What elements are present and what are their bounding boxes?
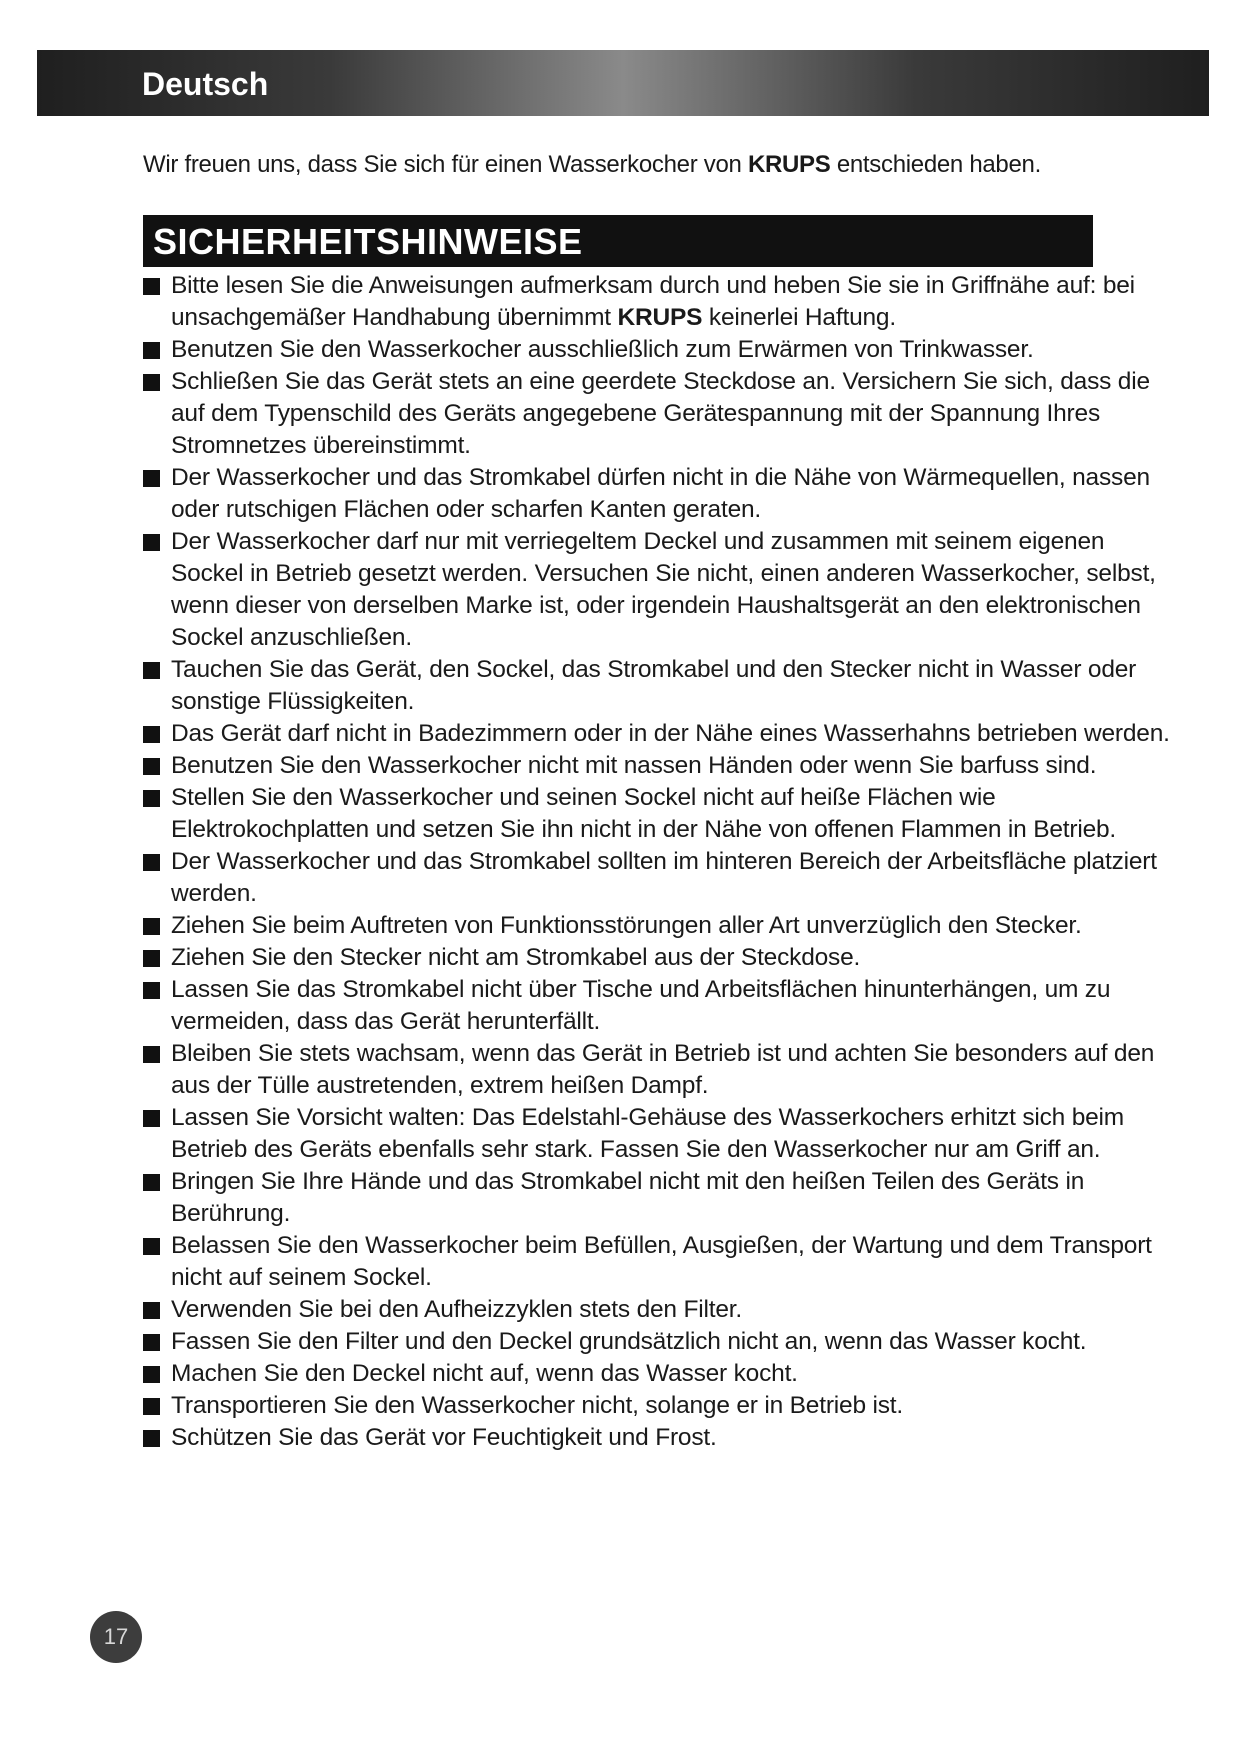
square-bullet-icon [143,1110,160,1127]
square-bullet-icon [143,1238,160,1255]
list-item [143,910,1183,942]
brand-name: KRUPS [747,151,831,178]
square-bullet-icon [143,1046,160,1063]
list-item-text: Lassen Sie Vorsicht walten: Das Edelstahl-Gehäuse des Wasserkochers erhitzt sich beim Betrieb des Geräts ebenfalls sehr stark. Fassen Sie den Wasserkocher nur am Griff an. [171,1104,1125,1163]
square-bullet-icon [143,1302,160,1319]
list-item-text: Benutzen Sie den Wasserkocher nicht mit nassen Händen oder wenn Sie barfuss sind. [171,752,1097,779]
intro-text-start: Wir freuen uns, dass Sie sich für einen Wasserkocher von [143,151,748,178]
square-bullet-icon [143,374,160,391]
section-title: SICHERHEITSHINWEISE [153,221,583,262]
safety-instructions-list [143,270,1183,1454]
list-item-text-end: keinerlei Haftung. [702,304,896,331]
square-bullet-icon [143,342,160,359]
list-item [143,366,1183,462]
list-item [143,846,1183,910]
list-item [143,1038,1183,1102]
list-item [143,718,1183,750]
list-item-text: Das Gerät darf nicht in Badezimmern oder in der Nähe eines Wasserhahns betrieben werden. [171,720,1170,747]
square-bullet-icon [143,854,160,871]
list-item-text: Belassen Sie den Wasserkocher beim Befüllen, Ausgießen, der Wartung und dem Transport nicht auf seinem Sockel. [171,1232,1152,1291]
list-item-text-start: Bitte lesen Sie die Anweisungen aufmerksam durch und heben Sie sie in Griffnähe auf: bei unsachgemäßer Handhabung übernimmt [171,272,1135,331]
list-item [143,1422,1183,1454]
square-bullet-icon [143,950,160,967]
list-item-text: Ziehen Sie beim Auftreten von Funktionsstörungen aller Art unverzüglich den Stecker. [171,912,1082,939]
square-bullet-icon [143,278,160,295]
square-bullet-icon [143,726,160,743]
list-item-text: Fassen Sie den Filter und den Deckel grundsätzlich nicht an, wenn das Wasser kocht. [171,1328,1087,1355]
list-item-text: Lassen Sie das Stromkabel nicht über Tische und Arbeitsflächen hinunterhängen, um zu vermeiden, dass das Gerät herunterfällt. [171,976,1111,1035]
list-item-text: Schützen Sie das Gerät vor Feuchtigkeit und Frost. [171,1424,717,1451]
list-item [143,1294,1183,1326]
list-item [143,1230,1183,1294]
list-item [143,1358,1183,1390]
list-item [143,462,1183,526]
list-item-text: Bleiben Sie stets wachsam, wenn das Gerät in Betrieb ist und achten Sie besonders auf den aus der Tülle austretenden, extrem heißen Dampf. [171,1040,1155,1099]
square-bullet-icon [143,1366,160,1383]
list-item-text: Stellen Sie den Wasserkocher und seinen Sockel nicht auf heiße Flächen wie Elektrokochplatten und setzen Sie ihn nicht in der Nähe von offenen Flammen in Betrieb. [171,784,1117,843]
list-item-text: Schließen Sie das Gerät stets an eine geerdete Steckdose an. Versichern Sie sich, dass die auf dem Typenschild des Geräts angegebene Gerätespannung mit der Spannung Ihres Stromnetzes übereinstimmt. [171,368,1150,459]
list-item-text: Der Wasserkocher darf nur mit verriegeltem Deckel und zusammen mit seinem eigenen Sockel in Betrieb gesetzt werden. Versuchen Sie nicht, einen anderen Wasserkocher, selbst, wenn dieser von derselben Marke ist, oder irgendein Haushaltsgerät an den elektronischen Sockel anzuschließen. [171,528,1156,651]
language-header-bar [37,50,1209,116]
square-bullet-icon [143,662,160,679]
list-item [143,750,1183,782]
list-item [143,654,1183,718]
square-bullet-icon [143,1174,160,1191]
square-bullet-icon [143,1334,160,1351]
list-item-text: Bringen Sie Ihre Hände und das Stromkabel nicht mit den heißen Teilen des Geräts in Berührung. [171,1168,1085,1227]
list-item-text: Der Wasserkocher und das Stromkabel sollten im hinteren Bereich der Arbeitsfläche platziert werden. [171,848,1157,907]
intro-text [143,151,1041,179]
brand-name: KRUPS [617,304,703,331]
list-item-text: Benutzen Sie den Wasserkocher ausschließlich zum Erwärmen von Trinkwasser. [171,336,1034,363]
list-item [143,334,1183,366]
list-item [143,782,1183,846]
language-title: Deutsch [142,66,269,102]
list-item [143,270,1183,334]
list-item [143,942,1183,974]
square-bullet-icon [143,1398,160,1415]
list-item [143,1326,1183,1358]
list-item-text: Tauchen Sie das Gerät, den Sockel, das Stromkabel und den Stecker nicht in Wasser oder sonstige Flüssigkeiten. [171,656,1137,715]
square-bullet-icon [143,470,160,487]
list-item-text: Machen Sie den Deckel nicht auf, wenn das Wasser kocht. [171,1360,798,1387]
list-item [143,526,1183,654]
list-item-text: Ziehen Sie den Stecker nicht am Stromkabel aus der Steckdose. [171,944,861,971]
square-bullet-icon [143,918,160,935]
list-item [143,1102,1183,1166]
page-number-badge: 17 [90,1611,142,1663]
list-item-text: Transportieren Sie den Wasserkocher nicht, solange er in Betrieb ist. [171,1392,903,1419]
square-bullet-icon [143,1430,160,1447]
section-header-bar [143,215,1093,267]
square-bullet-icon [143,982,160,999]
square-bullet-icon [143,790,160,807]
intro-text-end: entschieden haben. [830,151,1041,178]
square-bullet-icon [143,758,160,775]
list-item [143,1390,1183,1422]
list-item [143,1166,1183,1230]
list-item-text: Der Wasserkocher und das Stromkabel dürfen nicht in die Nähe von Wärmequellen, nassen oder rutschigen Flächen oder scharfen Kanten geraten. [171,464,1150,523]
list-item-text: Verwenden Sie bei den Aufheizzyklen stets den Filter. [171,1296,742,1323]
list-item [143,974,1183,1038]
square-bullet-icon [143,534,160,551]
